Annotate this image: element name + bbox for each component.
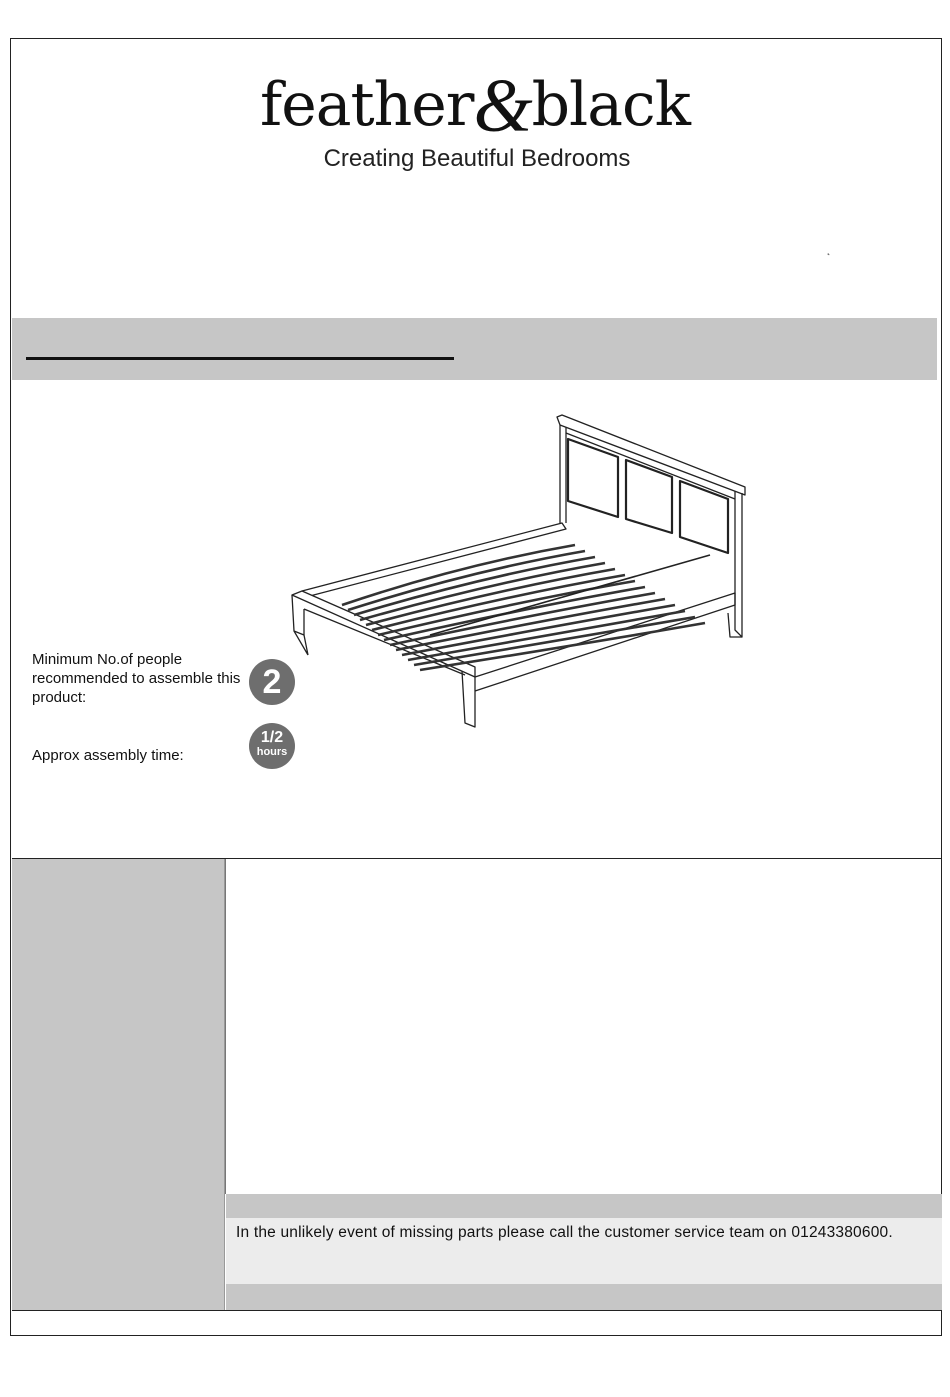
notice-bottom-band bbox=[226, 1284, 942, 1310]
stray-mark: ˛ bbox=[826, 245, 831, 256]
brand-name-left: feather bbox=[260, 70, 474, 140]
brand-tagline: Creating Beautiful Bedrooms bbox=[323, 145, 631, 172]
bed-illustration bbox=[280, 405, 760, 735]
notice-row bbox=[226, 1218, 942, 1284]
notice-top-band bbox=[226, 1194, 942, 1218]
people-label: Minimum No.of people recommended to assemble this product: bbox=[32, 651, 241, 706]
brand-logo bbox=[0, 64, 950, 148]
bottom-divider bbox=[12, 1310, 942, 1311]
missing-parts-notice: In the unlikely event of missing parts please call the customer service team on 01243380600. bbox=[236, 1224, 893, 1241]
people-count-badge: 2 bbox=[249, 659, 295, 705]
title-band bbox=[12, 318, 937, 380]
time-badge bbox=[249, 723, 295, 769]
brand-header bbox=[0, 64, 950, 173]
time-unit: hours bbox=[256, 746, 288, 758]
side-panel bbox=[12, 859, 225, 1310]
time-label: Approx assembly time: bbox=[32, 747, 184, 764]
brand-ampersand: & bbox=[473, 64, 532, 148]
title-rule bbox=[26, 357, 454, 360]
time-value: 1/2 bbox=[260, 729, 284, 746]
brand-name-right: black bbox=[531, 70, 690, 140]
content-box bbox=[225, 859, 942, 1194]
